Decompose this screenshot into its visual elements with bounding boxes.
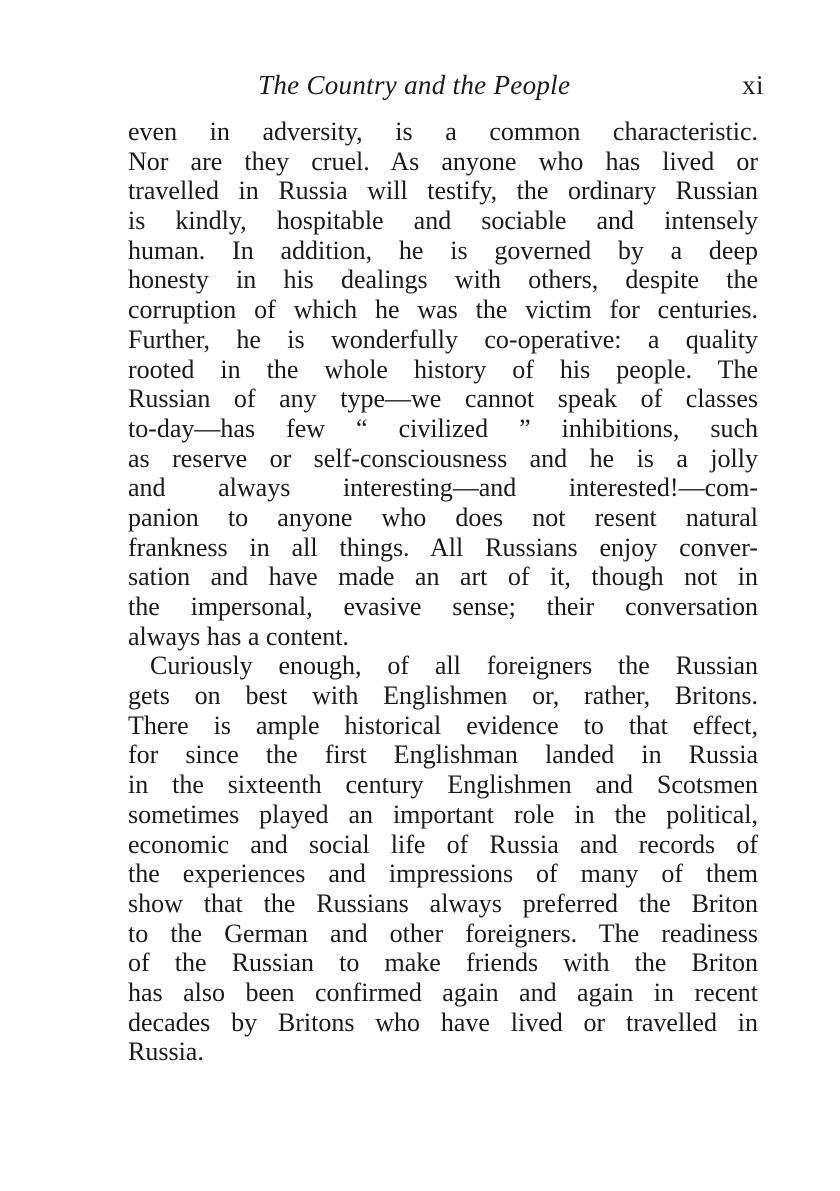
text-line: in the sixteenth century Englishmen and Scotsmen <box>128 770 758 800</box>
text-line: decades by Britons who have lived or travelled in <box>128 1007 758 1037</box>
text-line: frankness in all things. All Russians enjoy conver- <box>128 532 758 562</box>
text-line: the impersonal, evasive sense; their conversation <box>128 592 758 621</box>
text-line: There is ample historical evidence to that effect, <box>128 710 758 740</box>
text-line: human. In addition, he is governed by a deep <box>128 235 758 265</box>
text-line: Curiously enough, of all foreigners the Russian <box>150 651 758 681</box>
text-line: economic and social life of Russia and records of <box>128 829 758 859</box>
text-line: show that the Russians always preferred the Briton <box>128 888 758 918</box>
text-line: even in adversity, is a common characteristic. <box>128 117 758 146</box>
text-line: for since the first Englishman landed in Russia <box>128 740 758 770</box>
text-line: of the Russian to make friends with the Briton <box>128 948 758 978</box>
text-line: Nor are they cruel. As anyone who has lived or <box>128 146 758 176</box>
text-line: travelled in Russia will testify, the ordinary Russian <box>128 176 758 206</box>
text-line: honesty in his dealings with others, despite the <box>128 265 758 295</box>
text-line: as reserve or self-consciousness and he is a jolly <box>128 443 758 473</box>
body-text <box>128 117 758 1067</box>
text-line: sometimes played an important role in the political, <box>128 799 758 829</box>
text-line: corruption of which he was the victim for centuries. <box>128 295 758 325</box>
running-title: The Country and the People <box>258 70 571 100</box>
page-number: xi <box>741 70 764 100</box>
text-line: rooted in the whole history of his people. The <box>128 354 758 384</box>
text-line: sation and have made an art of it, though not in <box>128 562 758 592</box>
text-line: panion to anyone who does not resent natural <box>128 502 758 532</box>
text-line: the experiences and impressions of many of them <box>128 859 758 889</box>
text-line: Further, he is wonderfully co-operative: a quality <box>128 324 758 354</box>
text-line: always has a content. <box>128 621 349 651</box>
text-line: to-day—has few “ civilized ” inhibitions, such <box>128 413 758 443</box>
text-line: to the German and other foreigners. The readiness <box>128 918 758 948</box>
text-line: Russia. <box>128 1037 204 1067</box>
text-line: gets on best with Englishmen or, rather, Britons. <box>128 681 758 711</box>
text-line: has also been confirmed again and again in recent <box>128 977 758 1007</box>
text-line: Russian of any type—we cannot speak of classes <box>128 384 758 414</box>
running-head <box>128 70 764 110</box>
text-line: is kindly, hospitable and sociable and intensely <box>128 206 758 236</box>
text-line: and always interesting—and interested!—com- <box>128 473 758 503</box>
